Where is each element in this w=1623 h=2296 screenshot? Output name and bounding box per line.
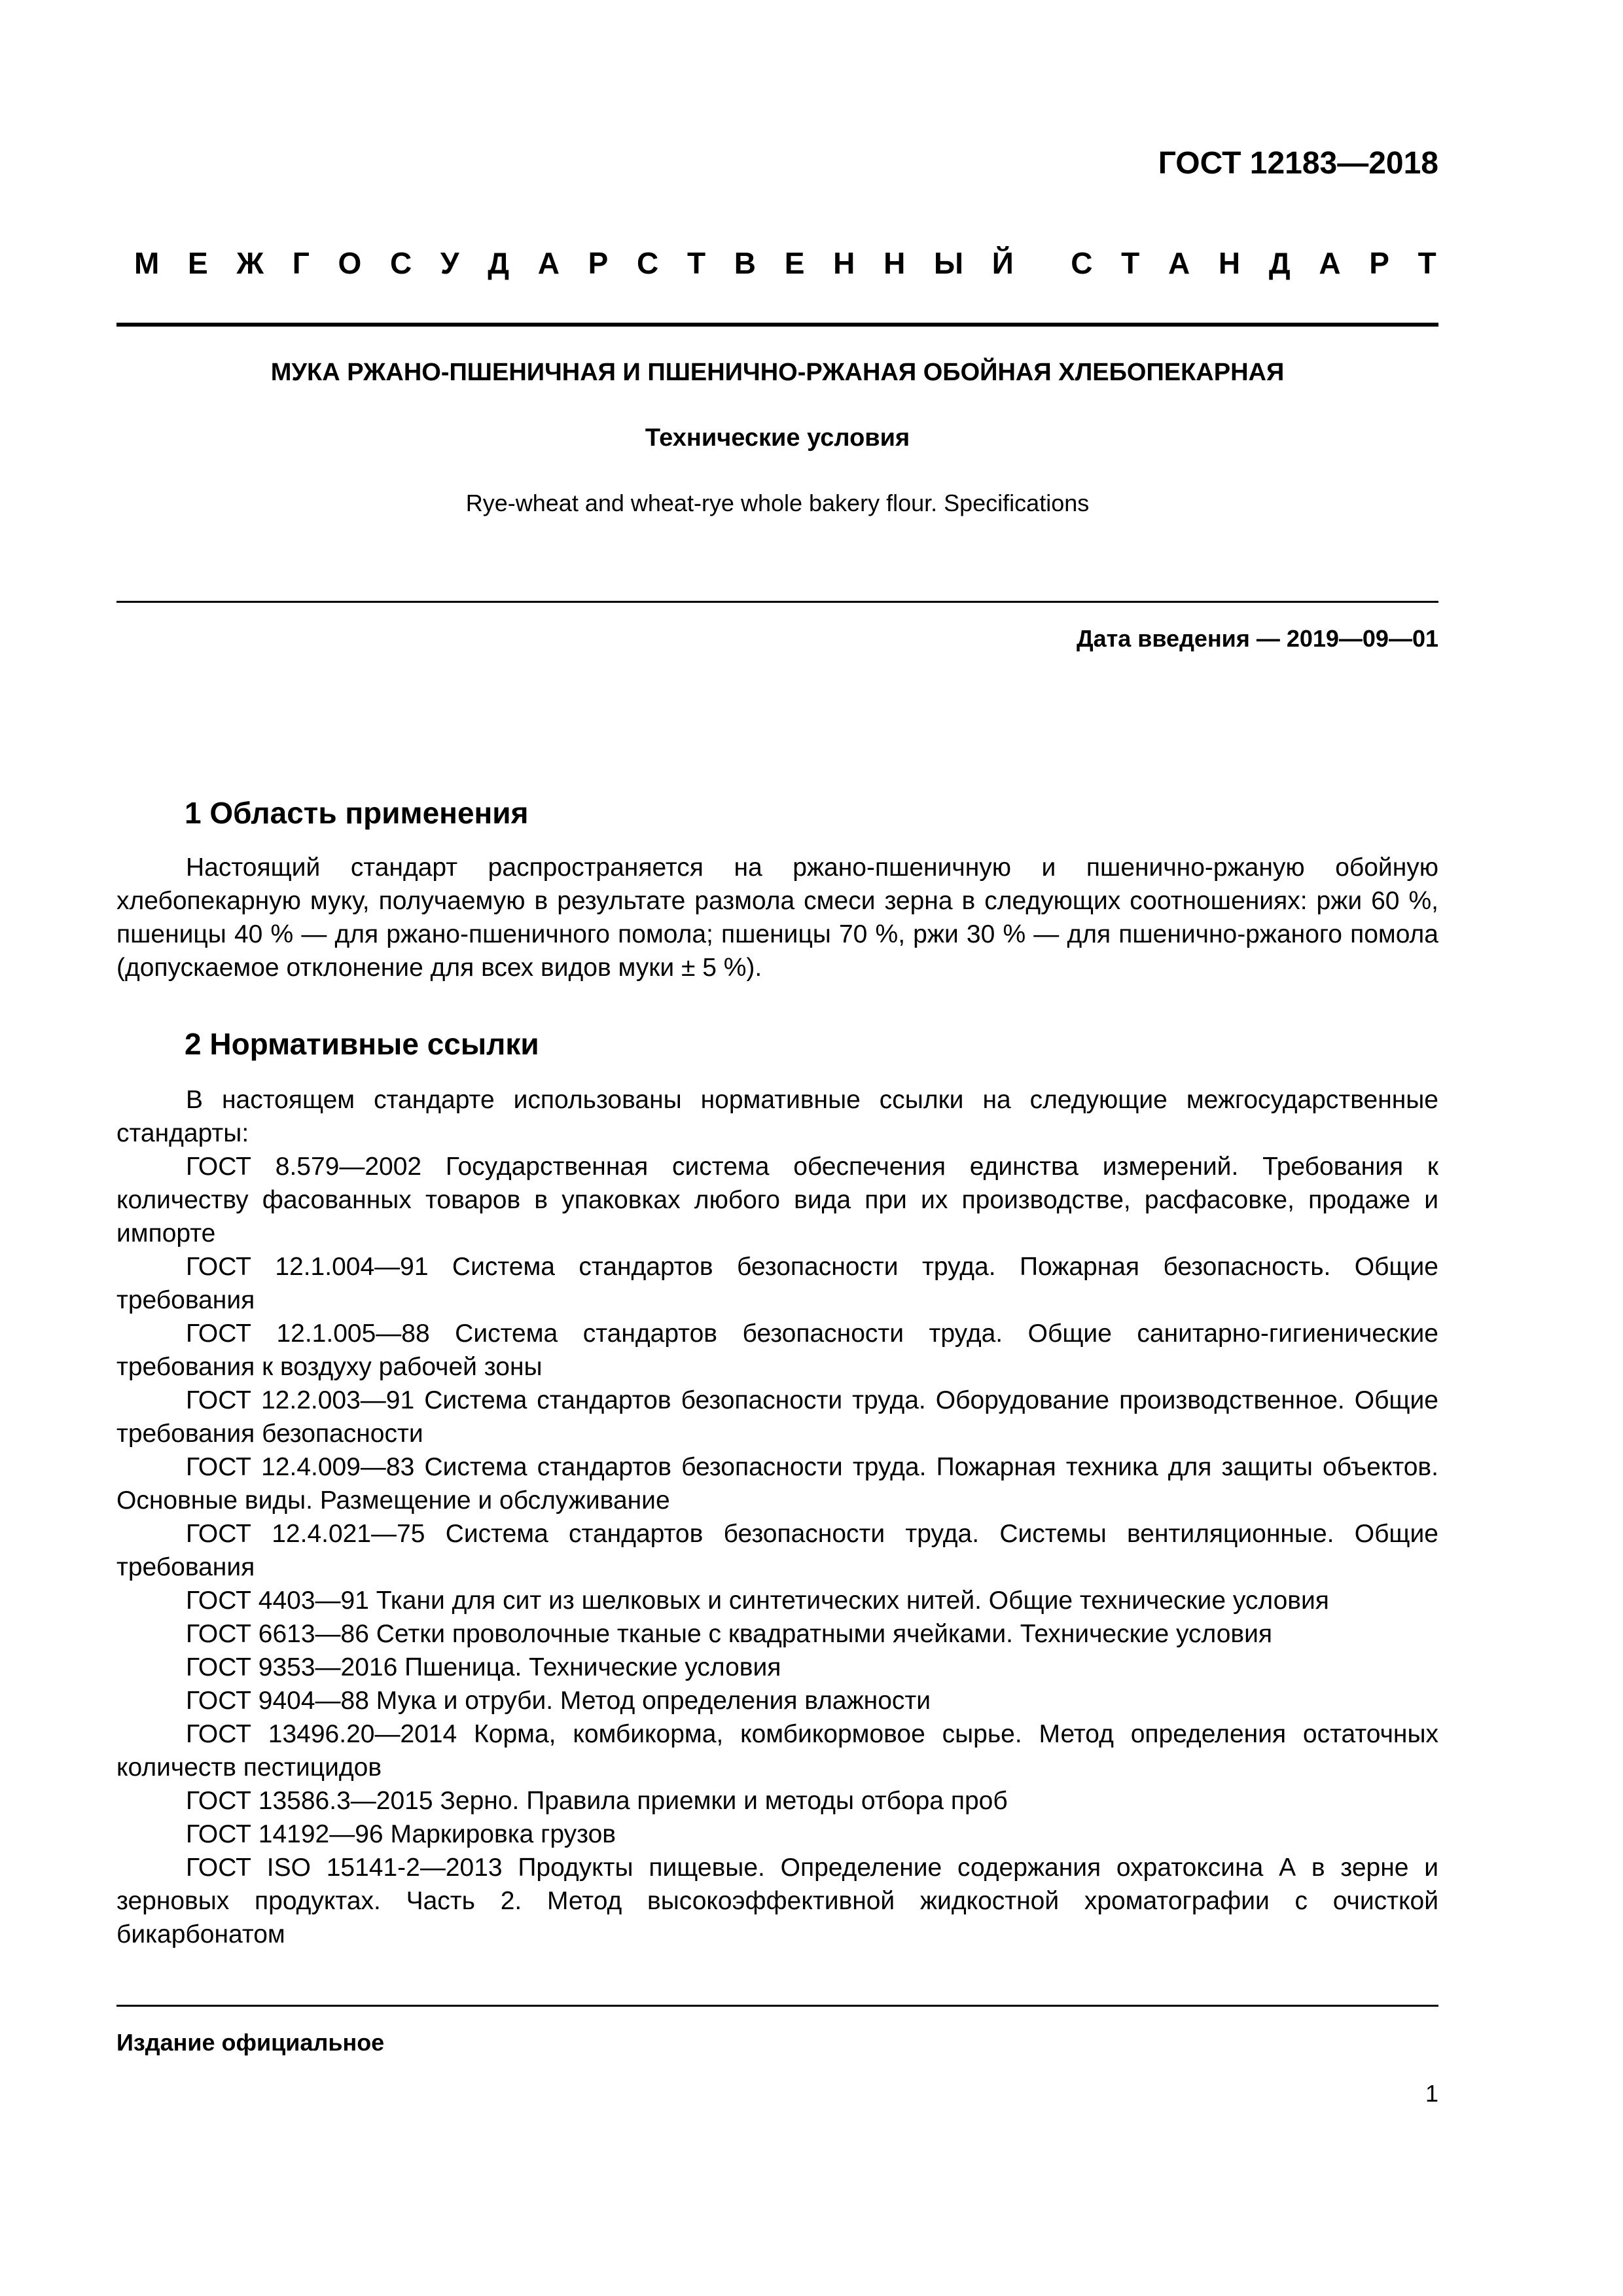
interstate-letter: Т (1121, 246, 1140, 280)
interstate-letter: Е (188, 246, 208, 280)
reference-item: ГОСТ 12.4.009—83 Система стандартов безопасности труда. Пожарная техника для защиты объектов. Основные виды. Размещение и обслуживание (116, 1453, 1438, 1515)
interstate-standard-label (134, 245, 1436, 281)
page-number: 1 (1425, 2080, 1438, 2107)
title-divider (116, 601, 1438, 603)
interstate-letter: Ж (236, 246, 264, 280)
interstate-letter: А (1168, 246, 1190, 280)
interstate-letter: С (1071, 246, 1093, 280)
reference-item: ГОСТ 12.2.003—91 Система стандартов безопасности труда. Оборудование производственное. Общие требования безопасности (116, 1386, 1438, 1448)
document-title-english: Rye-wheat and wheat-rye whole bakery flour. Specifications (465, 490, 1090, 516)
reference-item: ГОСТ 13586.3—2015 Зерно. Правила приемки и методы отбора проб (186, 1787, 1008, 1815)
reference-item: ГОСТ 13496.20—2014 Корма, комбикорма, комбикормовое сырье. Метод определения остаточных количеств пестицидов (116, 1720, 1438, 1782)
interstate-letter: Е (784, 246, 805, 280)
interstate-letter: У (440, 246, 459, 280)
section-scope-text: Настоящий стандарт распространяется на ржано-пшеничную и пшенично-ржаную обойную хлебопекарную муку, получаемую в результате размола смеси зерна в следующих соотношениях: ржи 60 %, пшеницы 40 % — для ржано-пшеничного помола; пшеницы 70 %, ржи 30 % — для пшенично-ржаного помола (допускаемое отклонение для всех видов муки ± 5 %). (116, 853, 1438, 982)
reference-item: ГОСТ 9353—2016 Пшеница. Технические условия (186, 1653, 781, 1681)
normative-references-list (116, 1083, 1438, 1951)
interstate-letter: Н (833, 246, 855, 280)
reference-item: ГОСТ ISO 15141-2—2013 Продукты пищевые. Определение содержания охратоксина А в зерне и зерновых продуктах. Часть 2. Метод высокоэффективной жидкостной хроматографии с очисткой бикарбонатом (116, 1854, 1438, 1948)
interstate-letter: Й (991, 246, 1014, 280)
document-title: МУКА РЖАНО-ПШЕНИЧНАЯ И ПШЕНИЧНО-РЖАНАЯ ОБОЙНАЯ ХЛЕБОПЕКАРНАЯ (270, 359, 1285, 386)
reference-item: ГОСТ 12.4.021—75 Система стандартов безопасности труда. Системы вентиляционные. Общие требования (116, 1520, 1438, 1581)
official-edition-label: Издание официальное (116, 2029, 385, 2056)
reference-item: ГОСТ 12.1.004—91 Система стандартов безопасности труда. Пожарная безопасность. Общие требования (116, 1253, 1438, 1314)
interstate-letter: Р (1369, 246, 1389, 280)
reference-item: ГОСТ 12.1.005—88 Система стандартов безопасности труда. Общие санитарно-гигиенические требования к воздуху рабочей зоны (116, 1319, 1438, 1381)
standard-number: ГОСТ 12183—2018 (1158, 146, 1438, 181)
interstate-letter: Н (883, 246, 906, 280)
reference-item: ГОСТ 9404—88 Мука и отруби. Метод определения влажности (186, 1687, 931, 1715)
footer-divider (116, 2005, 1438, 2007)
interstate-letter: Т (687, 246, 706, 280)
reference-item: ГОСТ 8.579—2002 Государственная система обеспечения единства измерений. Требования к количеству фасованных товаров в упаковках любого вида при их производстве, расфасовке, продаже и импорте (116, 1153, 1438, 1247)
interstate-letter: С (389, 246, 412, 280)
interstate-letter: А (537, 246, 560, 280)
references-intro: В настоящем стандарте использованы нормативные ссылки на следующие межгосударственные стандарты: (116, 1086, 1438, 1147)
interstate-letter: Г (292, 246, 310, 280)
reference-item: ГОСТ 6613—86 Сетки проволочные тканые с квадратными ячейками. Технические условия (186, 1620, 1273, 1648)
header-divider (116, 323, 1438, 327)
interstate-letter: Д (488, 246, 510, 280)
section-heading-references: 2 Нормативные ссылки (185, 1027, 539, 1061)
introduction-date: Дата введения — 2019—09—01 (1076, 625, 1438, 652)
reference-item: ГОСТ 14192—96 Маркировка грузов (186, 1820, 616, 1848)
section-heading-scope: 1 Область применения (185, 796, 529, 830)
interstate-letter: Д (1268, 246, 1291, 280)
interstate-letter: Т (1418, 246, 1436, 280)
interstate-letter: А (1319, 246, 1341, 280)
document-subtitle: Технические условия (645, 424, 910, 452)
interstate-letter: Н (1218, 246, 1241, 280)
interstate-letter: В (734, 246, 757, 280)
interstate-letter: Ы (934, 246, 964, 280)
interstate-letter: Р (588, 246, 609, 280)
interstate-letter: М (134, 246, 160, 280)
interstate-letter: О (338, 246, 362, 280)
interstate-letter: С (637, 246, 659, 280)
reference-item: ГОСТ 4403—91 Ткани для сит из шелковых и синтетических нитей. Общие технические условия (186, 1587, 1329, 1615)
